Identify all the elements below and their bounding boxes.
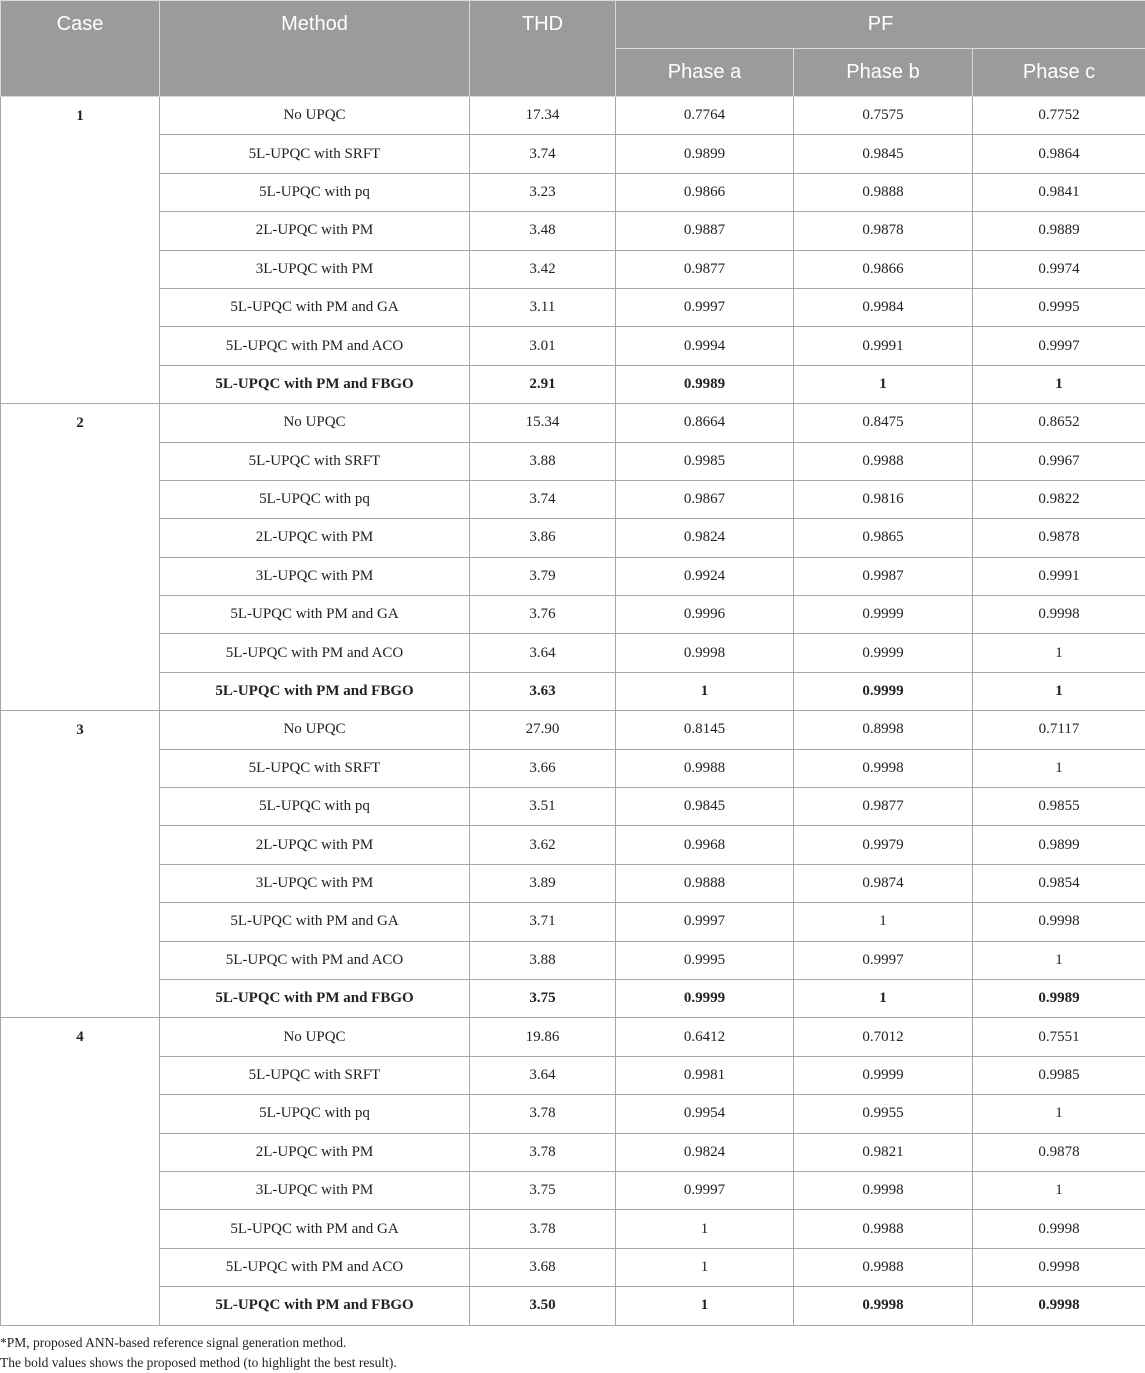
phase-b-cell: 0.9845 xyxy=(794,135,973,173)
phase-b-cell: 0.9877 xyxy=(794,788,973,826)
phase-a-cell: 0.9866 xyxy=(616,173,794,211)
phase-b-cell: 0.9999 xyxy=(794,634,973,672)
thd-cell: 3.23 xyxy=(470,173,616,211)
phase-c-cell: 0.9991 xyxy=(973,557,1145,595)
thd-cell: 3.76 xyxy=(470,596,616,634)
phase-b-cell: 0.9988 xyxy=(794,1210,973,1248)
footnote-bold: The bold values shows the proposed method (to highlight the best result). xyxy=(0,1355,397,1370)
thd-cell: 3.74 xyxy=(470,480,616,518)
method-cell: No UPQC xyxy=(160,711,470,749)
case-cell: 3 xyxy=(1,711,160,1018)
phase-b-cell: 0.9878 xyxy=(794,212,973,250)
table-row xyxy=(1,1171,1145,1209)
phase-a-cell: 0.9998 xyxy=(616,634,794,672)
phase-b-cell: 0.7575 xyxy=(794,97,973,135)
header-thd: THD xyxy=(470,1,616,97)
phase-a-cell: 0.9989 xyxy=(616,365,794,403)
method-cell: 5L-UPQC with PM and FBGO xyxy=(160,365,470,403)
method-cell: 5L-UPQC with PM and GA xyxy=(160,288,470,326)
method-cell: 5L-UPQC with PM and GA xyxy=(160,596,470,634)
method-cell: 5L-UPQC with pq xyxy=(160,788,470,826)
phase-c-cell: 0.9974 xyxy=(973,250,1145,288)
phase-c-cell: 0.9989 xyxy=(973,979,1145,1017)
phase-b-cell: 0.9999 xyxy=(794,1056,973,1094)
phase-a-cell: 1 xyxy=(616,1210,794,1248)
table-row xyxy=(1,941,1145,979)
phase-b-cell: 0.9874 xyxy=(794,864,973,902)
phase-a-cell: 0.9867 xyxy=(616,480,794,518)
thd-cell: 3.64 xyxy=(470,1056,616,1094)
phase-a-cell: 0.9985 xyxy=(616,442,794,480)
phase-c-cell: 0.9899 xyxy=(973,826,1145,864)
footnote-pm: *PM, proposed ANN-based reference signal generation method. xyxy=(0,1335,347,1350)
phase-a-cell: 0.9824 xyxy=(616,1133,794,1171)
method-cell: 5L-UPQC with SRFT xyxy=(160,1056,470,1094)
phase-a-cell: 1 xyxy=(616,1287,794,1325)
table-row xyxy=(1,596,1145,634)
phase-c-cell: 0.9998 xyxy=(973,1287,1145,1325)
table-row xyxy=(1,826,1145,864)
method-cell: 5L-UPQC with PM and FBGO xyxy=(160,1287,470,1325)
phase-c-cell: 0.9822 xyxy=(973,480,1145,518)
phase-a-cell: 0.9954 xyxy=(616,1095,794,1133)
thd-cell: 15.34 xyxy=(470,404,616,442)
method-cell: 3L-UPQC with PM xyxy=(160,250,470,288)
case-cell: 1 xyxy=(1,97,160,404)
header-method: Method xyxy=(160,1,470,97)
thd-cell: 3.11 xyxy=(470,288,616,326)
phase-b-cell: 0.9999 xyxy=(794,596,973,634)
thd-cell: 3.88 xyxy=(470,442,616,480)
phase-c-cell: 0.9889 xyxy=(973,212,1145,250)
phase-c-cell: 0.9998 xyxy=(973,903,1145,941)
thd-cell: 3.75 xyxy=(470,979,616,1017)
table-row xyxy=(1,1210,1145,1248)
header-case: Case xyxy=(1,1,160,97)
phase-c-cell: 0.9854 xyxy=(973,864,1145,902)
header-phase-b: Phase b xyxy=(794,49,973,97)
phase-c-cell: 0.9998 xyxy=(973,1248,1145,1286)
table-row xyxy=(1,672,1145,710)
case-cell: 2 xyxy=(1,404,160,711)
phase-b-cell: 0.9988 xyxy=(794,442,973,480)
phase-a-cell: 0.7764 xyxy=(616,97,794,135)
phase-a-cell: 0.9981 xyxy=(616,1056,794,1094)
method-cell: 5L-UPQC with PM and FBGO xyxy=(160,979,470,1017)
phase-b-cell: 0.9999 xyxy=(794,672,973,710)
thd-cell: 3.75 xyxy=(470,1171,616,1209)
phase-a-cell: 0.9994 xyxy=(616,327,794,365)
thd-cell: 3.48 xyxy=(470,212,616,250)
phase-c-cell: 0.9878 xyxy=(973,1133,1145,1171)
thd-cell: 3.64 xyxy=(470,634,616,672)
phase-b-cell: 0.9866 xyxy=(794,250,973,288)
phase-b-cell: 1 xyxy=(794,903,973,941)
phase-b-cell: 0.8998 xyxy=(794,711,973,749)
phase-a-cell: 0.9997 xyxy=(616,903,794,941)
phase-b-cell: 0.9998 xyxy=(794,1287,973,1325)
phase-c-cell: 0.9864 xyxy=(973,135,1145,173)
table-row xyxy=(1,1287,1145,1325)
phase-a-cell: 0.9845 xyxy=(616,788,794,826)
method-cell: No UPQC xyxy=(160,404,470,442)
thd-cell: 3.63 xyxy=(470,672,616,710)
phase-a-cell: 0.9996 xyxy=(616,596,794,634)
phase-c-cell: 1 xyxy=(973,365,1145,403)
table-body xyxy=(1,97,1145,1326)
thd-cell: 27.90 xyxy=(470,711,616,749)
phase-b-cell: 0.9816 xyxy=(794,480,973,518)
header-pf: PF xyxy=(616,1,1145,49)
method-cell: 5L-UPQC with PM and ACO xyxy=(160,327,470,365)
method-cell: 5L-UPQC with PM and GA xyxy=(160,1210,470,1248)
table-row xyxy=(1,711,1145,749)
table-row xyxy=(1,788,1145,826)
method-cell: 2L-UPQC with PM xyxy=(160,519,470,557)
phase-b-cell: 0.9821 xyxy=(794,1133,973,1171)
table-row xyxy=(1,634,1145,672)
thd-cell: 3.78 xyxy=(470,1133,616,1171)
header-phase-c: Phase c xyxy=(973,49,1145,97)
method-cell: 5L-UPQC with SRFT xyxy=(160,749,470,787)
method-cell: 5L-UPQC with pq xyxy=(160,1095,470,1133)
phase-a-cell: 0.6412 xyxy=(616,1018,794,1056)
method-cell: 2L-UPQC with PM xyxy=(160,1133,470,1171)
thd-cell: 3.51 xyxy=(470,788,616,826)
phase-a-cell: 0.9997 xyxy=(616,288,794,326)
phase-c-cell: 0.9998 xyxy=(973,1210,1145,1248)
phase-b-cell: 0.9991 xyxy=(794,327,973,365)
phase-a-cell: 0.9899 xyxy=(616,135,794,173)
method-cell: 5L-UPQC with PM and ACO xyxy=(160,634,470,672)
phase-c-cell: 0.9998 xyxy=(973,596,1145,634)
phase-a-cell: 0.9997 xyxy=(616,1171,794,1209)
phase-c-cell: 0.7117 xyxy=(973,711,1145,749)
phase-a-cell: 0.9924 xyxy=(616,557,794,595)
table-header xyxy=(1,1,1145,97)
table-row xyxy=(1,404,1145,442)
phase-a-cell: 1 xyxy=(616,672,794,710)
table-row xyxy=(1,97,1145,135)
case-cell: 4 xyxy=(1,1018,160,1325)
phase-a-cell: 0.9999 xyxy=(616,979,794,1017)
phase-c-cell: 0.9855 xyxy=(973,788,1145,826)
phase-c-cell: 1 xyxy=(973,941,1145,979)
phase-b-cell: 1 xyxy=(794,979,973,1017)
phase-b-cell: 0.9998 xyxy=(794,1171,973,1209)
phase-c-cell: 0.9995 xyxy=(973,288,1145,326)
phase-b-cell: 1 xyxy=(794,365,973,403)
phase-c-cell: 1 xyxy=(973,672,1145,710)
thd-cell: 3.66 xyxy=(470,749,616,787)
table-row xyxy=(1,979,1145,1017)
phase-b-cell: 0.9955 xyxy=(794,1095,973,1133)
thd-cell: 3.79 xyxy=(470,557,616,595)
phase-c-cell: 0.7752 xyxy=(973,97,1145,135)
method-cell: 3L-UPQC with PM xyxy=(160,1171,470,1209)
method-cell: 2L-UPQC with PM xyxy=(160,826,470,864)
thd-cell: 3.89 xyxy=(470,864,616,902)
table-row xyxy=(1,557,1145,595)
phase-c-cell: 1 xyxy=(973,634,1145,672)
method-cell: 5L-UPQC with PM and ACO xyxy=(160,1248,470,1286)
table-row xyxy=(1,442,1145,480)
table-row xyxy=(1,173,1145,211)
phase-c-cell: 0.7551 xyxy=(973,1018,1145,1056)
table-row xyxy=(1,135,1145,173)
phase-b-cell: 0.9979 xyxy=(794,826,973,864)
phase-a-cell: 0.8145 xyxy=(616,711,794,749)
thd-cell: 19.86 xyxy=(470,1018,616,1056)
method-cell: 3L-UPQC with PM xyxy=(160,864,470,902)
method-cell: 3L-UPQC with PM xyxy=(160,557,470,595)
thd-cell: 17.34 xyxy=(470,97,616,135)
phase-b-cell: 0.8475 xyxy=(794,404,973,442)
thd-cell: 2.91 xyxy=(470,365,616,403)
phase-b-cell: 0.9998 xyxy=(794,749,973,787)
table-row xyxy=(1,480,1145,518)
method-cell: 5L-UPQC with pq xyxy=(160,173,470,211)
phase-b-cell: 0.9997 xyxy=(794,941,973,979)
thd-cell: 3.71 xyxy=(470,903,616,941)
thd-cell: 3.78 xyxy=(470,1095,616,1133)
thd-cell: 3.78 xyxy=(470,1210,616,1248)
method-cell: 5L-UPQC with SRFT xyxy=(160,442,470,480)
table-row xyxy=(1,212,1145,250)
phase-a-cell: 0.9995 xyxy=(616,941,794,979)
phase-b-cell: 0.9988 xyxy=(794,1248,973,1286)
phase-c-cell: 0.9878 xyxy=(973,519,1145,557)
phase-c-cell: 1 xyxy=(973,1171,1145,1209)
phase-c-cell: 0.8652 xyxy=(973,404,1145,442)
phase-a-cell: 1 xyxy=(616,1248,794,1286)
table-row xyxy=(1,327,1145,365)
phase-b-cell: 0.7012 xyxy=(794,1018,973,1056)
method-cell: 5L-UPQC with pq xyxy=(160,480,470,518)
table-row xyxy=(1,250,1145,288)
phase-c-cell: 1 xyxy=(973,749,1145,787)
table-row xyxy=(1,365,1145,403)
phase-a-cell: 0.9887 xyxy=(616,212,794,250)
phase-c-cell: 0.9841 xyxy=(973,173,1145,211)
table-row xyxy=(1,1133,1145,1171)
table-row xyxy=(1,519,1145,557)
phase-c-cell: 0.9967 xyxy=(973,442,1145,480)
phase-b-cell: 0.9888 xyxy=(794,173,973,211)
phase-a-cell: 0.9824 xyxy=(616,519,794,557)
table-row xyxy=(1,864,1145,902)
phase-a-cell: 0.9988 xyxy=(616,749,794,787)
table-row xyxy=(1,288,1145,326)
phase-b-cell: 0.9984 xyxy=(794,288,973,326)
method-cell: No UPQC xyxy=(160,97,470,135)
table-row xyxy=(1,903,1145,941)
thd-cell: 3.01 xyxy=(470,327,616,365)
thd-cell: 3.88 xyxy=(470,941,616,979)
table-row xyxy=(1,1056,1145,1094)
footnotes xyxy=(0,1333,397,1373)
thd-cell: 3.50 xyxy=(470,1287,616,1325)
method-cell: 2L-UPQC with PM xyxy=(160,212,470,250)
table-row xyxy=(1,1018,1145,1056)
table-row xyxy=(1,1248,1145,1286)
phase-c-cell: 1 xyxy=(973,1095,1145,1133)
thd-cell: 3.62 xyxy=(470,826,616,864)
thd-cell: 3.74 xyxy=(470,135,616,173)
table-row xyxy=(1,749,1145,787)
phase-b-cell: 0.9865 xyxy=(794,519,973,557)
method-cell: 5L-UPQC with SRFT xyxy=(160,135,470,173)
phase-b-cell: 0.9987 xyxy=(794,557,973,595)
method-cell: 5L-UPQC with PM and FBGO xyxy=(160,672,470,710)
phase-a-cell: 0.9968 xyxy=(616,826,794,864)
method-cell: 5L-UPQC with PM and GA xyxy=(160,903,470,941)
phase-c-cell: 0.9997 xyxy=(973,327,1145,365)
table-row xyxy=(1,1095,1145,1133)
phase-a-cell: 0.9888 xyxy=(616,864,794,902)
phase-c-cell: 0.9985 xyxy=(973,1056,1145,1094)
phase-a-cell: 0.8664 xyxy=(616,404,794,442)
thd-cell: 3.42 xyxy=(470,250,616,288)
thd-cell: 3.68 xyxy=(470,1248,616,1286)
phase-a-cell: 0.9877 xyxy=(616,250,794,288)
header-phase-a: Phase a xyxy=(616,49,794,97)
method-cell: 5L-UPQC with PM and ACO xyxy=(160,941,470,979)
method-cell: No UPQC xyxy=(160,1018,470,1056)
thd-cell: 3.86 xyxy=(470,519,616,557)
